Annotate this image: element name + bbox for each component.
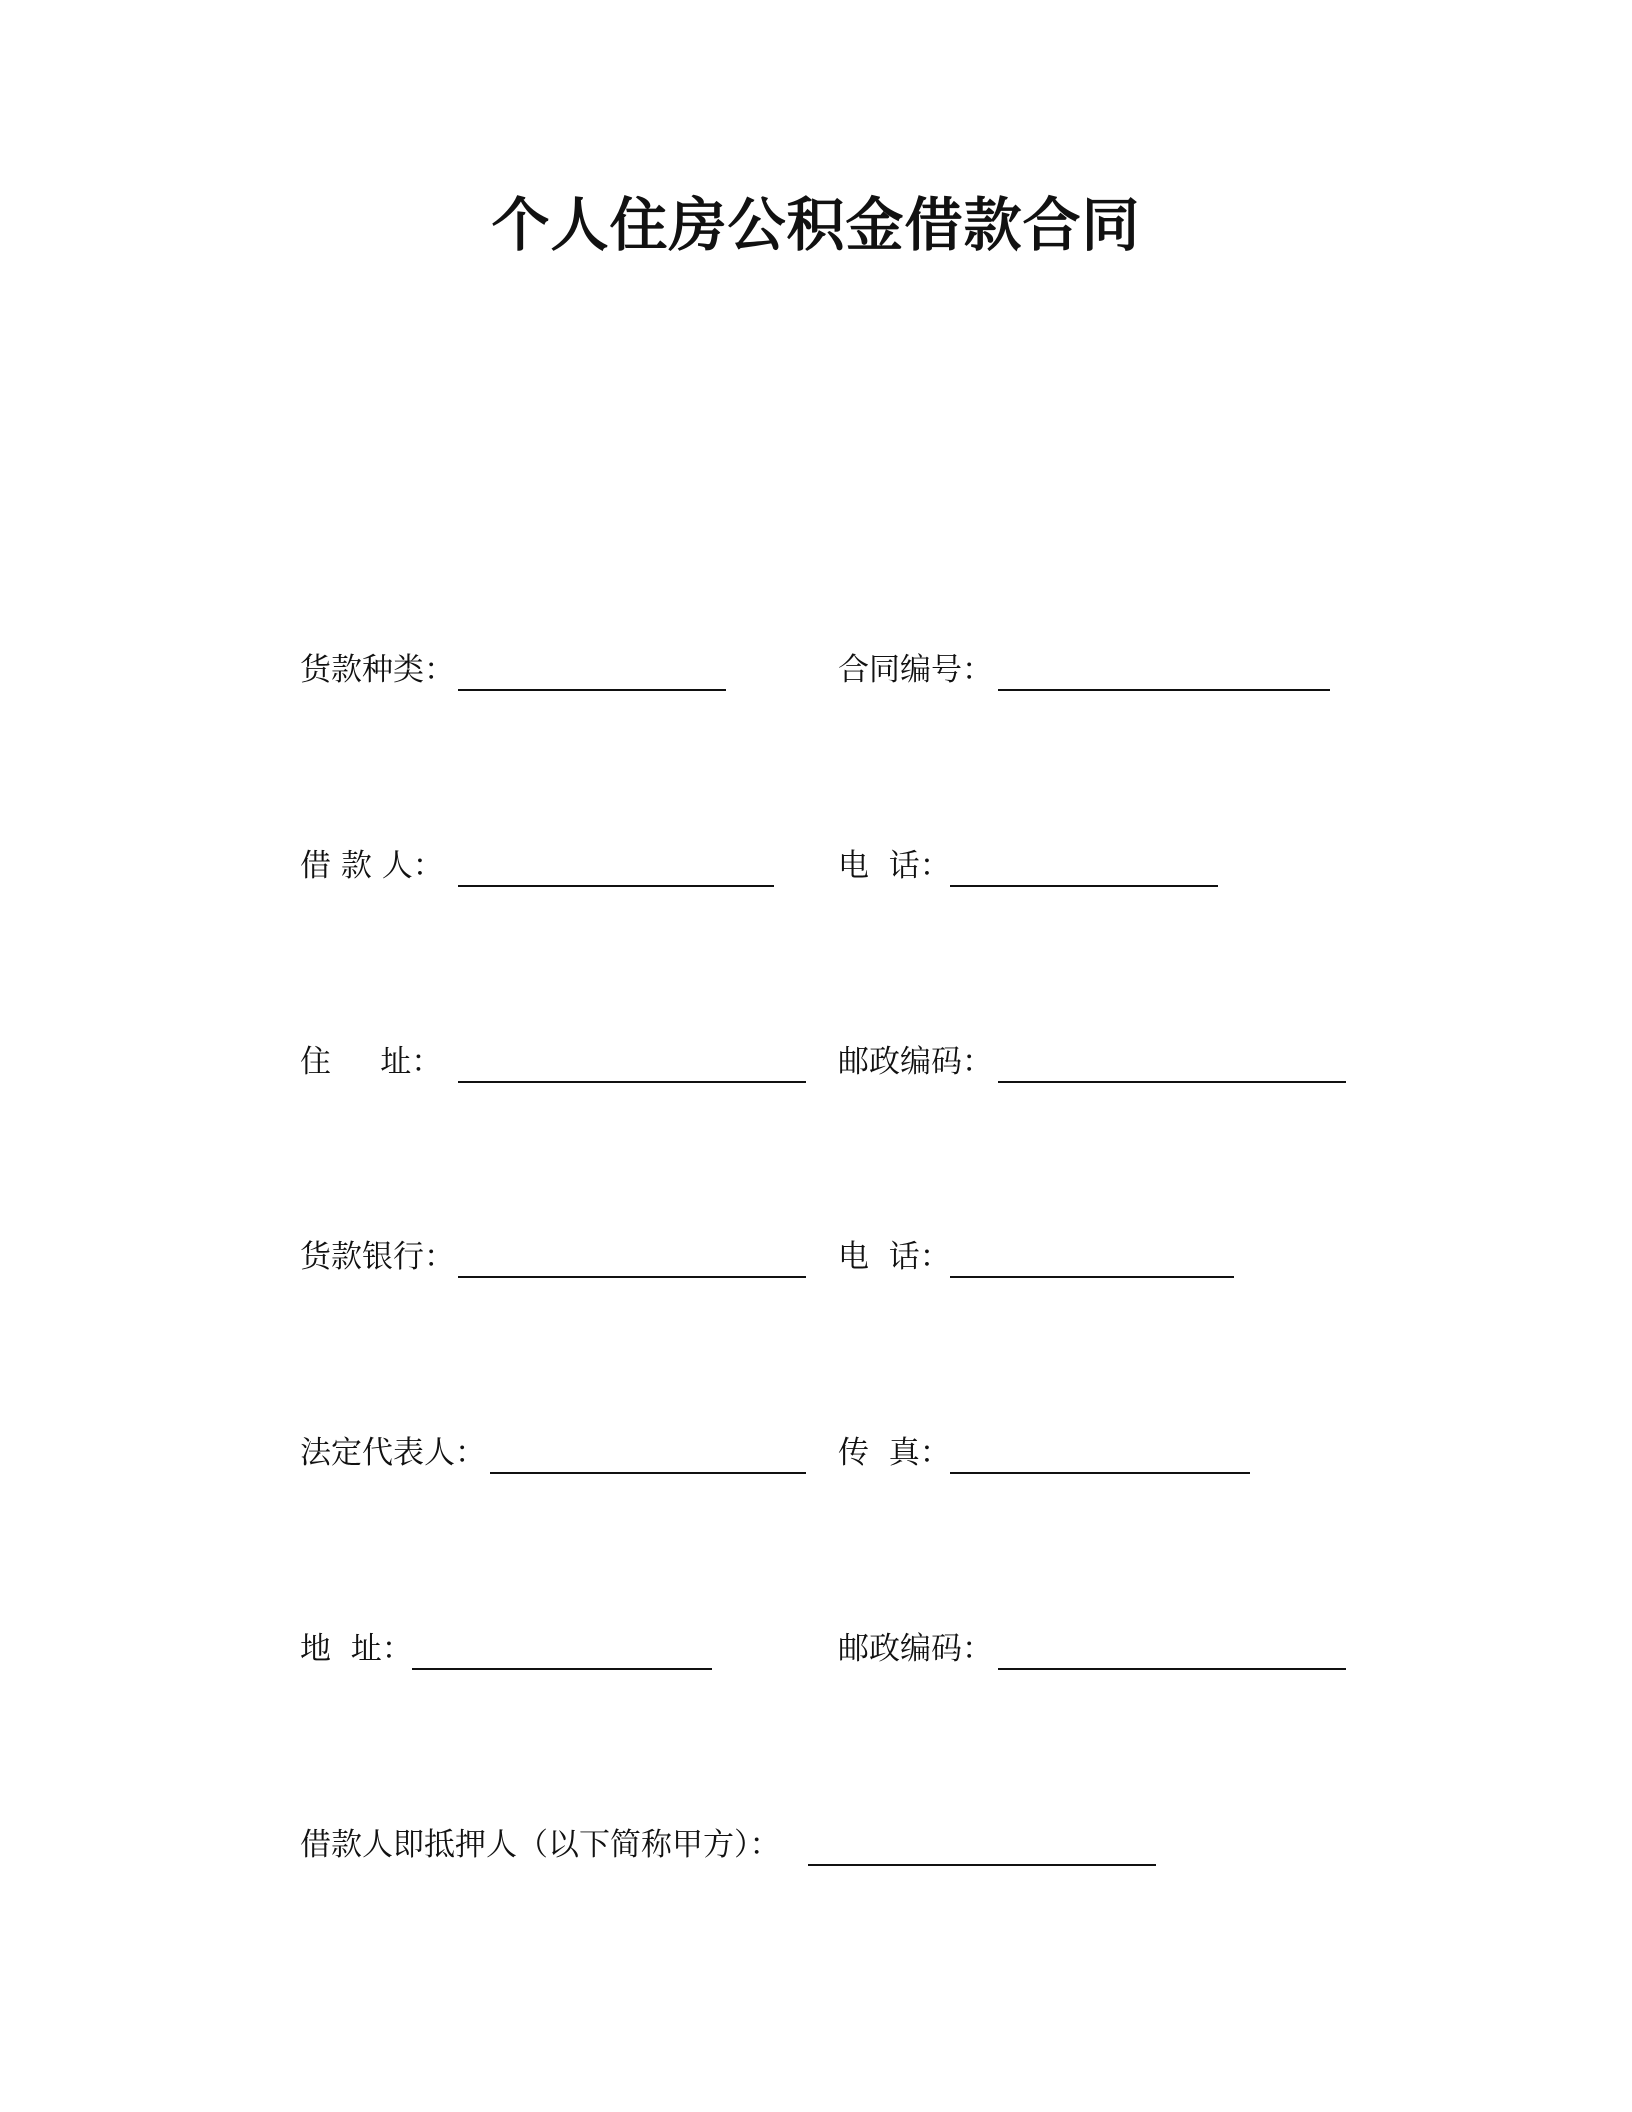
borrower-postcode-label: 邮政编码：	[838, 1044, 993, 1080]
form-row-7	[0, 1820, 1632, 1870]
borrower-blank[interactable]	[458, 885, 774, 887]
borrower-phone-label: 电 话：	[838, 848, 951, 884]
party-a-blank[interactable]	[808, 1864, 1156, 1866]
form-row-4	[0, 1232, 1632, 1282]
bank-phone-blank[interactable]	[950, 1276, 1234, 1278]
loan-type-label: 货款种类：	[300, 652, 455, 688]
contract-no-label: 合同编号：	[838, 652, 993, 688]
bank-postcode-label: 邮政编码：	[838, 1631, 993, 1667]
lending-bank-blank[interactable]	[458, 1276, 806, 1278]
borrower-address-label: 住 址：	[300, 1044, 443, 1080]
form-row-6	[0, 1624, 1632, 1674]
form-row-3	[0, 1037, 1632, 1087]
form-row-1	[0, 645, 1632, 695]
form-row-2	[0, 841, 1632, 891]
borrower-postcode-blank[interactable]	[998, 1081, 1346, 1083]
contract-no-blank[interactable]	[998, 689, 1330, 691]
document-title: 个人住房公积金借款合同	[491, 191, 1141, 259]
fax-blank[interactable]	[950, 1472, 1250, 1474]
legal-rep-label: 法定代表人：	[300, 1435, 486, 1471]
fax-label: 传 真：	[838, 1435, 951, 1471]
borrower-phone-blank[interactable]	[950, 885, 1218, 887]
bank-address-label: 地 址：	[300, 1631, 413, 1667]
party-a-label: 借款人即抵押人（以下简称甲方）：	[300, 1827, 781, 1863]
bank-postcode-blank[interactable]	[998, 1668, 1346, 1670]
loan-type-blank[interactable]	[458, 689, 726, 691]
bank-phone-label: 电 话：	[838, 1239, 951, 1275]
borrower-address-blank[interactable]	[458, 1081, 806, 1083]
lending-bank-label: 货款银行：	[300, 1239, 455, 1275]
legal-rep-blank[interactable]	[490, 1472, 806, 1474]
form-row-5	[0, 1428, 1632, 1478]
borrower-label: 借 款 人：	[300, 848, 444, 884]
bank-address-blank[interactable]	[412, 1668, 712, 1670]
